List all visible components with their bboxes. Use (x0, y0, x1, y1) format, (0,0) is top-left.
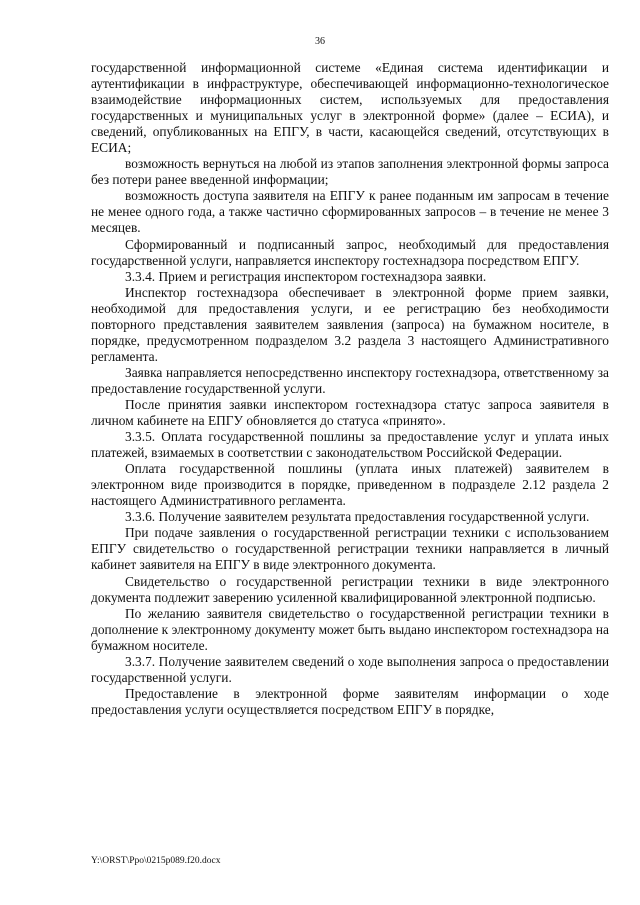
paragraph: Оплата государственной пошлины (уплата иных платежей) заявителем в электронном виде производится в порядке, приведенном в подразделе 2.12 раздела 2 настоящего Административного регламента. (91, 461, 609, 509)
paragraph: Свидетельство о государственной регистрации техники в виде электронного документа подлежит заверению усиленной квалифицированной электронной подписью. (91, 573, 609, 605)
section-heading: 3.3.6. Получение заявителем результата предоставления государственной услуги. (125, 509, 590, 525)
paragraph: Сформированный и подписанный запрос, необходимый для предоставления государственной услуги, направляется инспектору гостехнадзора посредством ЕПГУ. (91, 236, 609, 268)
paragraph: Заявка направляется непосредственно инспектору гостехнадзора, ответственному за предоставление государственной услуги. (91, 364, 609, 396)
paragraph: возможность вернуться на любой из этапов заполнения электронной формы запроса без потери ранее введенной информации; (91, 156, 609, 188)
section-heading: 3.3.5. Оплата государственной пошлины за предоставление услуг и уплата иных платежей, взимаемых в соответствии с законодательством Российской Федерации. (91, 429, 609, 461)
paragraph: Предоставление в электронной форме заявителям информации о ходе предоставления услуги осуществляется посредством ЕПГУ в порядке, (91, 685, 609, 717)
section-heading: 3.3.7. Получение заявителем сведений о ходе выполнения запроса о предоставлении государственной услуги. (91, 653, 609, 685)
document-body (91, 60, 609, 718)
paragraph: Инспектор гостехнадзора обеспечивает в электронной форме прием заявки, необходимой для предоставления услуги, и ее регистрацию без необходимости повторного представления заявителем заявления (запроса) на бумажном носителе, в порядке, предусмотренном подразделом 3.2 раздела 3 настоящего Административного регламента. (91, 284, 609, 364)
section-heading: 3.3.4. Прием и регистрация инспектором гостехнадзора заявки. (125, 268, 487, 284)
paragraph: государственной информационной системе «Единая система идентификации и аутентификации в инфраструктуре, обеспечивающей информационно-технологическое взаимодействие информационных систем, используемых для предоставления государственных и муниципальных услуг в электронной форме» (далее – ЕСИА), и сведений, опубликованных на ЕПГУ, в части, касающейся сведений, отсутствующих в ЕСИА; (91, 60, 609, 156)
paragraph: После принятия заявки инспектором гостехнадзора статус запроса заявителя в личном кабинете на ЕПГУ обновляется до статуса «принято». (91, 396, 609, 429)
page-number: 36 (315, 36, 325, 47)
footer-file-path: Y:\ORST\Ppo\0215p089.f20.docx (91, 856, 221, 866)
paragraph: При подаче заявления о государственной регистрации техники с использованием ЕПГУ свидетельство о государственной регистрации техники направляется в личный кабинет заявителя на ЕПГУ в виде электронного документа. (91, 525, 609, 573)
paragraph: возможность доступа заявителя на ЕПГУ к ранее поданным им запросам в течение не менее одного года, а также частично сформированных запросов – в течение не менее 3 месяцев. (91, 188, 609, 236)
paragraph: По желанию заявителя свидетельство о государственной регистрации техники в дополнение к электронному документу может быть выдано инспектором гостехнадзора на бумажном носителе. (91, 605, 609, 653)
